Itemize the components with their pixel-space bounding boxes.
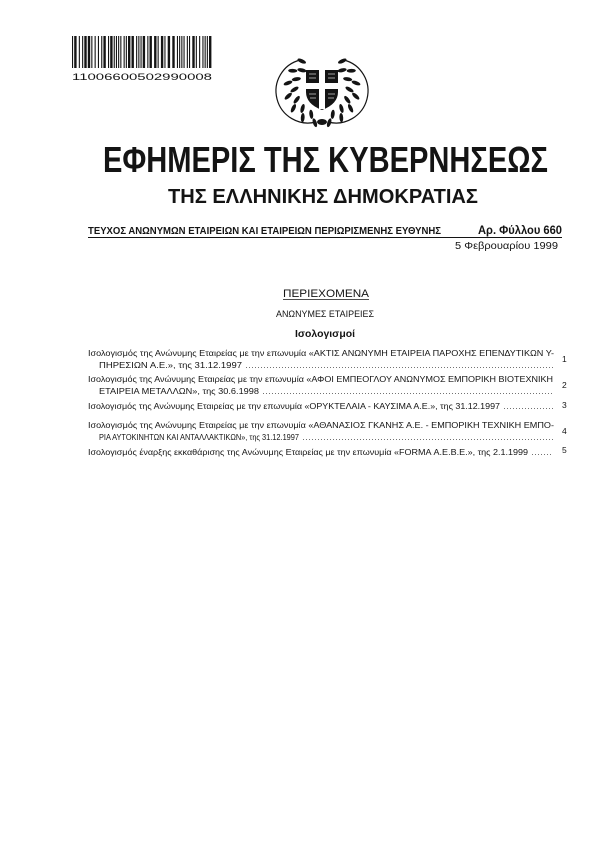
barcode-bar bbox=[209, 36, 211, 68]
barcode-bar bbox=[161, 36, 163, 68]
contents-entry bbox=[88, 420, 567, 442]
laurel-leaf bbox=[347, 69, 356, 73]
laurel-leaf bbox=[290, 103, 297, 113]
barcode-bar bbox=[202, 36, 203, 68]
barcode-bar bbox=[158, 36, 159, 68]
barcode-bar bbox=[147, 36, 148, 68]
laurel-leaf bbox=[337, 67, 347, 73]
contents-entry bbox=[88, 445, 567, 457]
laurel-leaf bbox=[309, 110, 314, 120]
contents-entry bbox=[88, 374, 567, 396]
barcode-bar bbox=[164, 36, 165, 68]
barcode-bar bbox=[184, 36, 185, 68]
wreath-ribbon bbox=[317, 119, 327, 125]
laurel-leaf bbox=[297, 67, 307, 73]
entry-line: Ισολογισμός της Ανώνυμης Εταιρείας με την επωνυμία «ΑΦΟΙ ΕΜΠΕΟΓΛΟΥ ΑΝΩΝΥΜΟΣ ΕΜΠΟΡΙΚΗ ΒΙΟΤΕΧΝΙΚΗ bbox=[88, 374, 553, 384]
contents-heading: ΠΕΡΙΕΧΟΜΕΝΑ bbox=[283, 288, 370, 300]
gazette-title: ΕΦΗΜΕΡΙΣ ΤΗΣ ΚΥΒΕΡΝΗΣΕΩΣ bbox=[103, 139, 548, 180]
barcode-bar bbox=[199, 36, 200, 68]
barcode-bar bbox=[177, 36, 178, 68]
barcode-bar bbox=[91, 36, 92, 68]
laurel-leaf bbox=[283, 80, 293, 87]
entry-line: ΡΙΑ ΑΥΤΟΚΙΝΗΤΩΝ ΚΑΙ ΑΝΤΑΛΛΑΚΤΙΚΩΝ», της 31.12.1997 bbox=[99, 432, 300, 442]
barcode-bar bbox=[150, 36, 152, 68]
barcode-bar bbox=[110, 36, 112, 68]
barcode-number: 11006600502990008 bbox=[72, 72, 212, 83]
barcode-bar bbox=[126, 36, 127, 68]
issue-series: ΤΕΥΧΟΣ ΑΝΩΝΥΜΩΝ ΕΤΑΙΡΕΙΩΝ ΚΑΙ ΕΤΑΙΡΕΙΩΝ ΠΕΡΙΩΡΙΣΜΕΝΗΣ ΕΥΘΥΝΗΣ bbox=[88, 226, 441, 237]
barcode-bar bbox=[120, 36, 121, 68]
sheet-number: Αρ. Φύλλου 660 bbox=[478, 223, 563, 237]
barcode-bar bbox=[88, 36, 90, 68]
entry-page-number: 3 bbox=[562, 400, 567, 410]
barcode-bar bbox=[82, 36, 83, 68]
entry-page-number: 4 bbox=[562, 426, 567, 436]
laurel-leaf bbox=[300, 113, 304, 122]
contents-entry bbox=[88, 348, 567, 370]
barcode-bar bbox=[98, 36, 99, 68]
barcode-bar bbox=[179, 36, 180, 68]
barcode-bar bbox=[189, 36, 190, 68]
shield-cross-horizontal bbox=[306, 83, 338, 89]
laurel-leaf bbox=[339, 113, 343, 122]
laurel-leaf bbox=[347, 103, 354, 113]
barcode-bar bbox=[168, 36, 170, 68]
barcode-bar bbox=[124, 36, 125, 68]
laurel-leaf bbox=[291, 77, 301, 82]
barcode-bar bbox=[101, 36, 102, 68]
laurel-leaf bbox=[290, 85, 300, 93]
contents-entry bbox=[88, 400, 567, 411]
laurel-leaf bbox=[330, 110, 335, 120]
laurel-leaf bbox=[351, 92, 360, 101]
laurel-leaf bbox=[284, 92, 293, 101]
entry-line: Ισολογισμός έναρξης εκκαθάρισης της Ανώνυμης Εταιρείας με την επωνυμία «FORMA Α.Ε.Β.Ε.», της 2.1.1999 bbox=[88, 447, 529, 457]
barcode-bar bbox=[141, 36, 142, 68]
barcode-bar bbox=[172, 36, 174, 68]
barcode bbox=[72, 36, 211, 68]
barcode-bar bbox=[128, 36, 130, 68]
shield-cross-vertical bbox=[319, 70, 325, 109]
barcode-bar bbox=[192, 36, 194, 68]
barcode-bar bbox=[72, 36, 73, 68]
section-heading: ΑΝΩΝΥΜΕΣ ΕΤΑΙΡΕΙΕΣ bbox=[276, 309, 375, 319]
barcode-bar bbox=[143, 36, 145, 68]
entry-page-number: 1 bbox=[562, 354, 567, 364]
barcode-bar bbox=[187, 36, 188, 68]
laurel-leaf bbox=[345, 85, 355, 93]
barcode-bar bbox=[84, 36, 86, 68]
barcode-bar bbox=[132, 36, 134, 68]
entry-line: ΠΗΡΕΣΙΩΝ Α.Ε.», της 31.12.1997 bbox=[99, 360, 243, 370]
entry-line: ΕΤΑΙΡΕΙΑ ΜΕΤΑΛΛΩΝ», της 30.6.1998 bbox=[99, 386, 260, 396]
gazette-subtitle: ΤΗΣ ΕΛΛΗΝΙΚΗΣ ΔΗΜΟΚΡΑΤΙΑΣ bbox=[168, 186, 478, 208]
entry-page-number: 2 bbox=[562, 380, 567, 390]
laurel-leaf bbox=[343, 77, 353, 82]
barcode-bar bbox=[207, 36, 208, 68]
barcode-bar bbox=[74, 36, 76, 68]
barcode-bar bbox=[103, 36, 105, 68]
laurel-leaf bbox=[288, 69, 297, 73]
laurel-leaf bbox=[351, 80, 361, 87]
barcode-bar bbox=[118, 36, 119, 68]
entry-page-number: 5 bbox=[562, 445, 567, 455]
laurel-leaf bbox=[343, 95, 352, 105]
entry-line: Ισολογισμός της Ανώνυμης Εταιρείας με την επωνυμία «ΟΡΥΚΤΕΛΑΙΑ - ΚΑΥΣΙΜΑ Α.Ε.», της 31.12.1997 bbox=[88, 401, 501, 411]
laurel-leaf bbox=[292, 95, 301, 105]
barcode-bar bbox=[79, 36, 80, 68]
barcode-bar bbox=[154, 36, 156, 68]
entry-line: Ισολογισμός της Ανώνυμης Εταιρείας με την επωνυμία «ΑΚΤΙΣ ΑΝΩΝΥΜΗ ΕΤΑΙΡΕΙΑ ΠΑΡΟΧΗΣ ΕΠΕΝΔΥΤΙΚΩΝ Υ- bbox=[88, 348, 555, 358]
barcode-bar bbox=[138, 36, 139, 68]
issue-date: 5 Φεβρουαρίου 1999 bbox=[455, 241, 548, 252]
laurel-leaf bbox=[300, 104, 306, 114]
entry-line: Ισολογισμός της Ανώνυμης Εταιρείας με την επωνυμία «ΑΘΑΝΑΣΙΟΣ ΓΚΑΝΗΣ Α.Ε. - ΕΜΠΟΡΙΚΗ ΤΕΧΝΙΚΗ ΕΜΠΟ- bbox=[88, 420, 555, 430]
barcode-bar bbox=[181, 36, 182, 68]
greek-coat-of-arms-icon bbox=[276, 57, 368, 127]
laurel-leaf bbox=[338, 104, 344, 114]
barcode-bar bbox=[136, 36, 137, 68]
barcode-bar bbox=[205, 36, 206, 68]
barcode-bar bbox=[108, 36, 109, 68]
barcode-bar bbox=[114, 36, 115, 68]
barcode-bar bbox=[196, 36, 197, 68]
barcode-bar bbox=[95, 36, 96, 68]
barcode-bar bbox=[116, 36, 117, 68]
subsection-heading: Ισολογισμοί bbox=[295, 329, 356, 340]
